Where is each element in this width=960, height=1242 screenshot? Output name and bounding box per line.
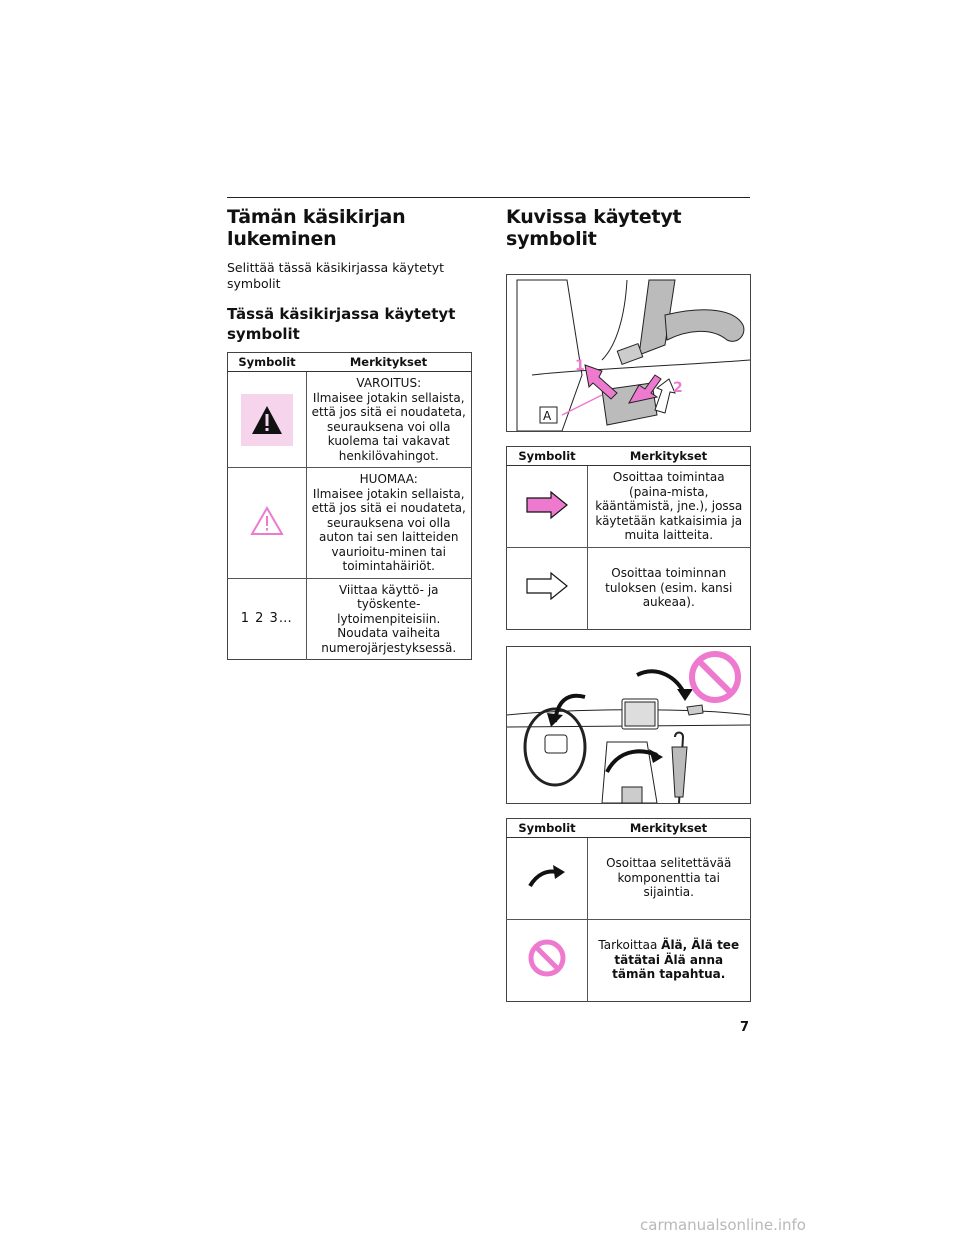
- steps-meaning: Viittaa käyttö- ja työskente-lytoimenpiteisiin. Noudata vaiheita numerojärjestyksessä.: [321, 582, 457, 655]
- col-header-symbol: Symbolit: [228, 353, 307, 372]
- table-row: [507, 547, 751, 629]
- table-row: [507, 466, 751, 548]
- col-header-meaning: Merkitykset: [306, 353, 472, 372]
- page-number: 7: [740, 1020, 750, 1035]
- outline-arrow-icon: [525, 590, 569, 604]
- figure-label-1: 1: [575, 358, 585, 374]
- table-row: [507, 919, 751, 1001]
- figure-symbols-table-1: [506, 446, 751, 630]
- col-header-symbol: Symbolit: [507, 447, 588, 466]
- page-title: Tämän käsikirjan lukeminen: [227, 206, 406, 250]
- section-subtitle: Tässä käsikirjassa käytetyt symbolit: [227, 305, 456, 343]
- meaning-cell: [587, 919, 751, 1001]
- figures-title: Kuvissa käytetyt symbolit: [506, 206, 682, 250]
- figure-symbols-table-2: [506, 818, 751, 1002]
- prohibited-icon: [527, 967, 567, 981]
- meaning-cell: [306, 468, 472, 579]
- caution-triangle-icon: [249, 526, 285, 540]
- seatbelt-illustration: [507, 275, 750, 431]
- watermark: carmanualsonline.info: [640, 1216, 806, 1234]
- table-row: [228, 578, 472, 660]
- prohibited-meaning-bold: Älä, Älä tee tätätai Älä anna tämän tapahtua.: [612, 938, 740, 982]
- warning-triangle-icon: [241, 394, 293, 446]
- curved-arrow-icon: [527, 879, 567, 893]
- table-row: [228, 372, 472, 468]
- caution-meaning: HUOMAA: Ilmaisee jotakin sellaista, että jos sitä ei noudateta, seurauksena voi olla auton tai sen laitteiden vaurioitu-minen tai toimintahäiriöt.: [311, 472, 466, 573]
- dashboard-illustration: [507, 647, 750, 803]
- filled-arrow-icon: [525, 509, 569, 523]
- outline-arrow-meaning: Osoittaa toiminnan tuloksen (esim. kansi aukeaa).: [605, 566, 733, 610]
- meaning-cell: [587, 837, 751, 919]
- meaning-cell: [306, 372, 472, 468]
- warning-meaning: VAROITUS: Ilmaisee jotakin sellaista, että jos sitä ei noudateta, seurauksena voi olla kuolema tai vakavat henkilövahingot.: [311, 376, 466, 463]
- left-column: [227, 206, 472, 660]
- step-numbers-icon: 1 2 3…: [240, 611, 293, 626]
- dashboard-figure: [506, 646, 751, 804]
- table-row: [228, 468, 472, 579]
- symbols-table: [227, 352, 472, 660]
- right-column: [506, 206, 751, 1002]
- top-rule: [227, 197, 750, 198]
- prohibited-meaning-prefix: Tarkoittaa: [598, 938, 662, 953]
- col-header-symbol: Symbolit: [507, 818, 588, 837]
- curved-arrow-meaning: Osoittaa selitettävää komponenttia tai sijaintia.: [606, 856, 732, 900]
- intro-text: Selittää tässä käsikirjassa käytetyt symbolit: [227, 260, 445, 291]
- figure-label-a: A: [543, 409, 552, 423]
- meaning-cell: [306, 578, 472, 660]
- col-header-meaning: Merkitykset: [587, 447, 751, 466]
- col-header-meaning: Merkitykset: [587, 818, 751, 837]
- table-row: [507, 837, 751, 919]
- seatbelt-figure: [506, 274, 751, 432]
- figure-label-2: 2: [673, 380, 683, 396]
- meaning-cell: [587, 466, 751, 548]
- filled-arrow-meaning: Osoittaa toimintaa (paina-mista, kääntämistä, jne.), jossa käytetään katkaisimia ja muita laitteita.: [595, 470, 743, 542]
- meaning-cell: [587, 547, 751, 629]
